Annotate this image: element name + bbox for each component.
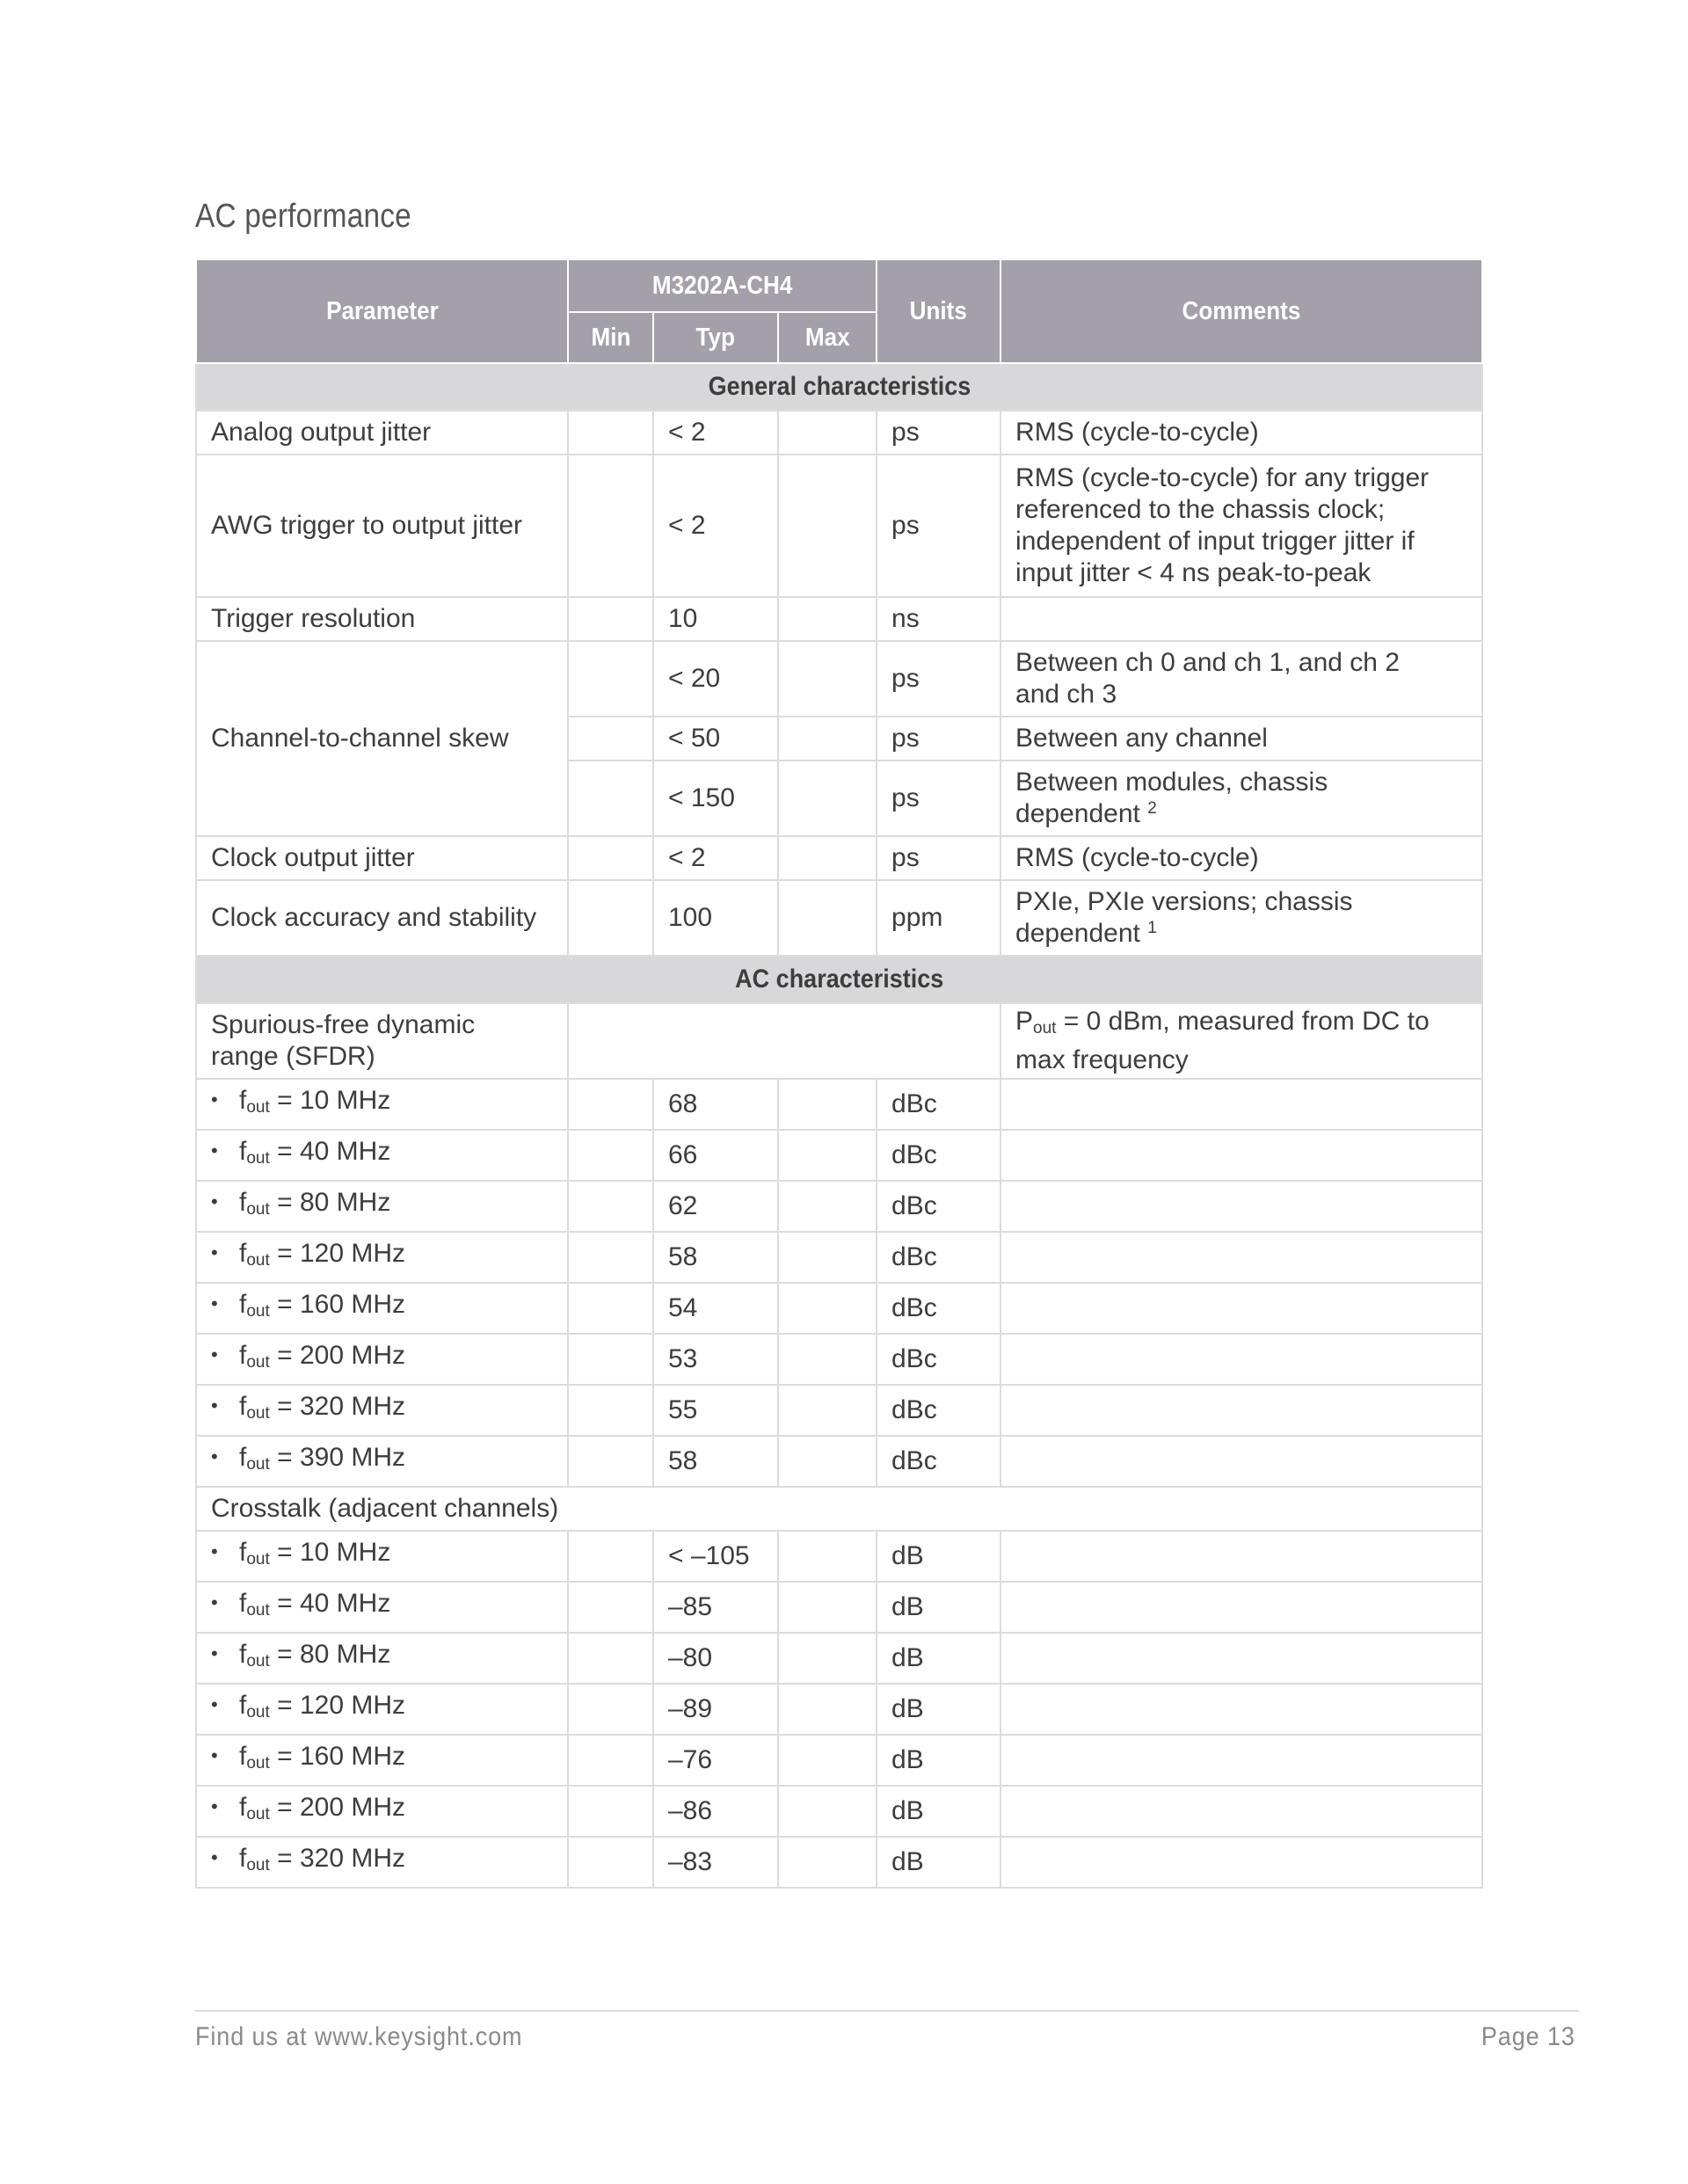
typ-cell: 62 xyxy=(653,1181,778,1232)
min-cell xyxy=(568,1232,653,1283)
crosstalk-rows xyxy=(196,1531,1482,1888)
units-cell: dBc xyxy=(877,1232,1000,1283)
comment-cell: RMS (cycle-to-cycle) xyxy=(1000,836,1482,880)
bullet-icon: • xyxy=(211,1540,218,1563)
param-cell xyxy=(196,1003,568,1079)
param-cell: • $f_{out} = 10$ MHz xyxy=(196,1531,568,1582)
param-cell: Crosstalk (adjacent channels) xyxy=(196,1487,1482,1531)
typ-cell: < –105 xyxy=(653,1531,778,1582)
units-cell: dBc xyxy=(877,1436,1000,1487)
comment-line: input jitter < 4 ns peak-to-peak xyxy=(1015,558,1372,587)
table-row xyxy=(196,1181,1482,1232)
bullet-icon: • xyxy=(211,1591,218,1614)
section-heading: General characteristics xyxy=(708,372,971,401)
bullet-icon: • xyxy=(211,1445,218,1468)
min-cell xyxy=(568,880,653,956)
max-cell xyxy=(778,1582,877,1633)
param-cell: • $f_{out} = 320$ MHz xyxy=(196,1837,568,1888)
typ-cell: –80 xyxy=(653,1633,778,1684)
footer-website: Find us at www.keysight.com xyxy=(195,2022,523,2051)
units-cell: dBc xyxy=(877,1181,1000,1232)
param-cell: AWG trigger to output jitter xyxy=(196,455,568,597)
footnote-ref: 1 xyxy=(1147,919,1157,937)
comment-cell xyxy=(1000,1181,1482,1232)
table-row xyxy=(196,880,1482,956)
comment-cell xyxy=(1000,1385,1482,1436)
comment-cell xyxy=(1000,1436,1482,1487)
comment-cell xyxy=(1000,1334,1482,1385)
bullet-icon: • xyxy=(211,1744,218,1767)
header-comments: Comments xyxy=(1000,259,1482,363)
footnote-ref: 2 xyxy=(1147,799,1157,818)
units-cell: ps xyxy=(877,717,1000,761)
units-cell: ppm xyxy=(877,880,1000,956)
comment-line: PXIe, PXIe versions; chassis xyxy=(1015,887,1353,916)
max-cell xyxy=(778,1079,877,1130)
max-cell xyxy=(778,717,877,761)
units-cell: dBc xyxy=(877,1283,1000,1334)
bullet-icon: • xyxy=(211,1190,218,1213)
section-ac xyxy=(196,956,1482,1003)
min-cell xyxy=(568,1531,653,1582)
min-cell xyxy=(568,1385,653,1436)
param-cell: Trigger resolution xyxy=(196,597,568,641)
units-cell: dBc xyxy=(877,1385,1000,1436)
table-row xyxy=(196,1385,1482,1436)
param-cell: • $f_{out} = 80$ MHz xyxy=(196,1181,568,1232)
bullet-icon: • xyxy=(211,1394,218,1417)
bullet-icon: • xyxy=(211,1139,218,1162)
min-cell xyxy=(568,761,653,836)
header-typ: Typ xyxy=(653,312,778,363)
table-row xyxy=(196,1232,1482,1283)
min-cell xyxy=(568,1181,653,1232)
table-row xyxy=(196,1684,1482,1735)
footer-divider xyxy=(195,2010,1579,2012)
max-cell xyxy=(778,411,877,455)
param-cell: • $f_{out} = 40$ MHz xyxy=(196,1130,568,1181)
max-cell xyxy=(778,455,877,597)
min-cell xyxy=(568,455,653,597)
min-cell xyxy=(568,411,653,455)
max-cell xyxy=(778,1232,877,1283)
min-cell xyxy=(568,836,653,880)
comment-text: dependent xyxy=(1015,919,1140,948)
comment-line: Between modules, chassis xyxy=(1015,768,1328,797)
max-cell xyxy=(778,761,877,836)
comment-line: referenced to the chassis clock; xyxy=(1015,495,1386,524)
table-row xyxy=(196,1487,1482,1531)
units-cell: ps xyxy=(877,761,1000,836)
comment-cell xyxy=(1000,1079,1482,1130)
param-cell: • $f_{out} = 10$ MHz xyxy=(196,1079,568,1130)
units-cell: dBc xyxy=(877,1334,1000,1385)
units-cell: ps xyxy=(877,455,1000,597)
table-row xyxy=(196,455,1482,597)
page-title: AC performance xyxy=(195,198,411,235)
table-row xyxy=(196,1436,1482,1487)
max-cell xyxy=(778,1283,877,1334)
typ-cell: 58 xyxy=(653,1232,778,1283)
max-cell xyxy=(778,1633,877,1684)
sfdr-rows xyxy=(196,1079,1482,1487)
max-cell xyxy=(778,1531,877,1582)
param-cell: Channel-to-channel skew xyxy=(196,641,568,836)
comment-line xyxy=(1015,918,1467,950)
comment-line: $P_{out} = 0$ dBm, measured from DC to xyxy=(1015,1007,1430,1037)
typ-cell: –83 xyxy=(653,1837,778,1888)
table-row xyxy=(196,1837,1482,1888)
max-cell xyxy=(778,1837,877,1888)
table-row xyxy=(196,836,1482,880)
units-cell: dB xyxy=(877,1837,1000,1888)
comment-cell xyxy=(1000,1003,1482,1079)
table-row xyxy=(196,641,1482,717)
comment-cell xyxy=(1000,1837,1482,1888)
min-cell xyxy=(568,1837,653,1888)
min-cell xyxy=(568,597,653,641)
section-general xyxy=(196,363,1482,411)
ac-performance-table xyxy=(195,258,1483,1889)
typ-cell: –89 xyxy=(653,1684,778,1735)
bullet-icon: • xyxy=(211,1642,218,1665)
min-cell xyxy=(568,1130,653,1181)
typ-cell: 100 xyxy=(653,880,778,956)
comment-cell xyxy=(1000,1130,1482,1181)
max-cell xyxy=(778,1735,877,1786)
units-cell: dB xyxy=(877,1735,1000,1786)
max-cell xyxy=(778,1334,877,1385)
value-cell xyxy=(568,1003,1000,1079)
typ-cell: 66 xyxy=(653,1130,778,1181)
param-cell: • $f_{out} = 320$ MHz xyxy=(196,1385,568,1436)
typ-cell: –86 xyxy=(653,1786,778,1837)
comment-line xyxy=(1015,798,1467,830)
table-row xyxy=(196,1735,1482,1786)
comment-cell xyxy=(1000,1283,1482,1334)
typ-cell: 68 xyxy=(653,1079,778,1130)
max-cell xyxy=(778,1181,877,1232)
comment-line: Between ch 0 and ch 1, and ch 2 xyxy=(1015,648,1401,677)
comment-cell xyxy=(1000,1582,1482,1633)
max-cell xyxy=(778,880,877,956)
max-cell xyxy=(778,1130,877,1181)
comment-cell xyxy=(1000,880,1482,956)
min-cell xyxy=(568,1786,653,1837)
typ-cell: 53 xyxy=(653,1334,778,1385)
min-cell xyxy=(568,1079,653,1130)
param-cell: Analog output jitter xyxy=(196,411,568,455)
param-cell: • $f_{out} = 120$ MHz xyxy=(196,1684,568,1735)
typ-cell: 55 xyxy=(653,1385,778,1436)
comment-text: dependent xyxy=(1015,799,1140,828)
typ-cell: –76 xyxy=(653,1735,778,1786)
param-cell: • $f_{out} = 80$ MHz xyxy=(196,1633,568,1684)
header-parameter: Parameter xyxy=(196,259,568,363)
param-cell: • $f_{out} = 160$ MHz xyxy=(196,1283,568,1334)
min-cell xyxy=(568,717,653,761)
min-cell xyxy=(568,1633,653,1684)
max-cell xyxy=(778,1385,877,1436)
comment-line: max frequency xyxy=(1015,1045,1189,1074)
typ-cell: < 2 xyxy=(653,455,778,597)
min-cell xyxy=(568,1582,653,1633)
typ-cell: 58 xyxy=(653,1436,778,1487)
comment-cell xyxy=(1000,1232,1482,1283)
comment-line: independent of input trigger jitter if xyxy=(1015,527,1415,556)
comment-line: and ch 3 xyxy=(1015,680,1117,709)
comment-cell xyxy=(1000,761,1482,836)
bullet-icon: • xyxy=(211,1693,218,1716)
comment-cell xyxy=(1000,1684,1482,1735)
table-row xyxy=(196,1079,1482,1130)
min-cell xyxy=(568,1684,653,1735)
param-cell: • $f_{out} = 40$ MHz xyxy=(196,1582,568,1633)
header-units: Units xyxy=(877,259,1000,363)
comment-cell xyxy=(1000,1531,1482,1582)
param-cell: Clock accuracy and stability xyxy=(196,880,568,956)
typ-cell: < 150 xyxy=(653,761,778,836)
max-cell xyxy=(778,1684,877,1735)
bullet-icon: • xyxy=(211,1292,218,1315)
units-cell: dB xyxy=(877,1684,1000,1735)
units-cell: dBc xyxy=(877,1130,1000,1181)
units-cell: dBc xyxy=(877,1079,1000,1130)
table-row xyxy=(196,1283,1482,1334)
table-row xyxy=(196,1130,1482,1181)
param-cell: • $f_{out} = 120$ MHz xyxy=(196,1232,568,1283)
typ-cell: < 50 xyxy=(653,717,778,761)
table-row xyxy=(196,1003,1482,1079)
table-row xyxy=(196,1633,1482,1684)
bullet-icon: • xyxy=(211,1795,218,1818)
comment-cell xyxy=(1000,455,1482,597)
bullet-icon: • xyxy=(211,1241,218,1264)
max-cell xyxy=(778,641,877,717)
units-cell: ps xyxy=(877,411,1000,455)
max-cell xyxy=(778,1436,877,1487)
table-row xyxy=(196,1531,1482,1582)
bullet-icon: • xyxy=(211,1846,218,1869)
comment-cell xyxy=(1000,1633,1482,1684)
typ-cell: < 2 xyxy=(653,836,778,880)
comment-line: RMS (cycle-to-cycle) for any trigger xyxy=(1015,463,1430,492)
param-cell: • $f_{out} = 390$ MHz xyxy=(196,1436,568,1487)
typ-cell: –85 xyxy=(653,1582,778,1633)
typ-cell: < 20 xyxy=(653,641,778,717)
min-cell xyxy=(568,1334,653,1385)
header-max: Max xyxy=(778,312,877,363)
typ-cell: 10 xyxy=(653,597,778,641)
section-heading: AC characteristics xyxy=(734,965,944,994)
units-cell: ps xyxy=(877,641,1000,717)
max-cell xyxy=(778,836,877,880)
param-cell: Clock output jitter xyxy=(196,836,568,880)
comment-cell xyxy=(1000,1735,1482,1786)
comment-cell: Between any channel xyxy=(1000,717,1482,761)
units-cell: dB xyxy=(877,1786,1000,1837)
typ-cell: < 2 xyxy=(653,411,778,455)
param-cell: • $f_{out} = 160$ MHz xyxy=(196,1735,568,1786)
min-cell xyxy=(568,1436,653,1487)
units-cell: dB xyxy=(877,1531,1000,1582)
max-cell xyxy=(778,597,877,641)
units-cell: ns xyxy=(877,597,1000,641)
param-cell: • $f_{out} = 200$ MHz xyxy=(196,1786,568,1837)
table-row xyxy=(196,597,1482,641)
min-cell xyxy=(568,1735,653,1786)
comment-cell xyxy=(1000,597,1482,641)
comment-cell xyxy=(1000,1786,1482,1837)
param-cell: • $f_{out} = 200$ MHz xyxy=(196,1334,568,1385)
param-line: range (SFDR) xyxy=(211,1042,375,1071)
units-cell: ps xyxy=(877,836,1000,880)
units-cell: dB xyxy=(877,1633,1000,1684)
typ-cell: 54 xyxy=(653,1283,778,1334)
units-cell: dB xyxy=(877,1582,1000,1633)
bullet-icon: • xyxy=(211,1088,218,1111)
comment-cell xyxy=(1000,641,1482,717)
table-row xyxy=(196,1582,1482,1633)
min-cell xyxy=(568,1283,653,1334)
comment-cell: RMS (cycle-to-cycle) xyxy=(1000,411,1482,455)
table-row xyxy=(196,1334,1482,1385)
max-cell xyxy=(778,1786,877,1837)
header-model: M3202A-CH4 xyxy=(568,259,877,312)
table-row xyxy=(196,1786,1482,1837)
table-row xyxy=(196,411,1482,455)
min-cell xyxy=(568,641,653,717)
bullet-icon: • xyxy=(211,1343,218,1366)
param-line: Spurious-free dynamic xyxy=(211,1010,476,1039)
footer-page-number: Page 13 xyxy=(1481,2022,1575,2051)
header-min: Min xyxy=(568,312,653,363)
